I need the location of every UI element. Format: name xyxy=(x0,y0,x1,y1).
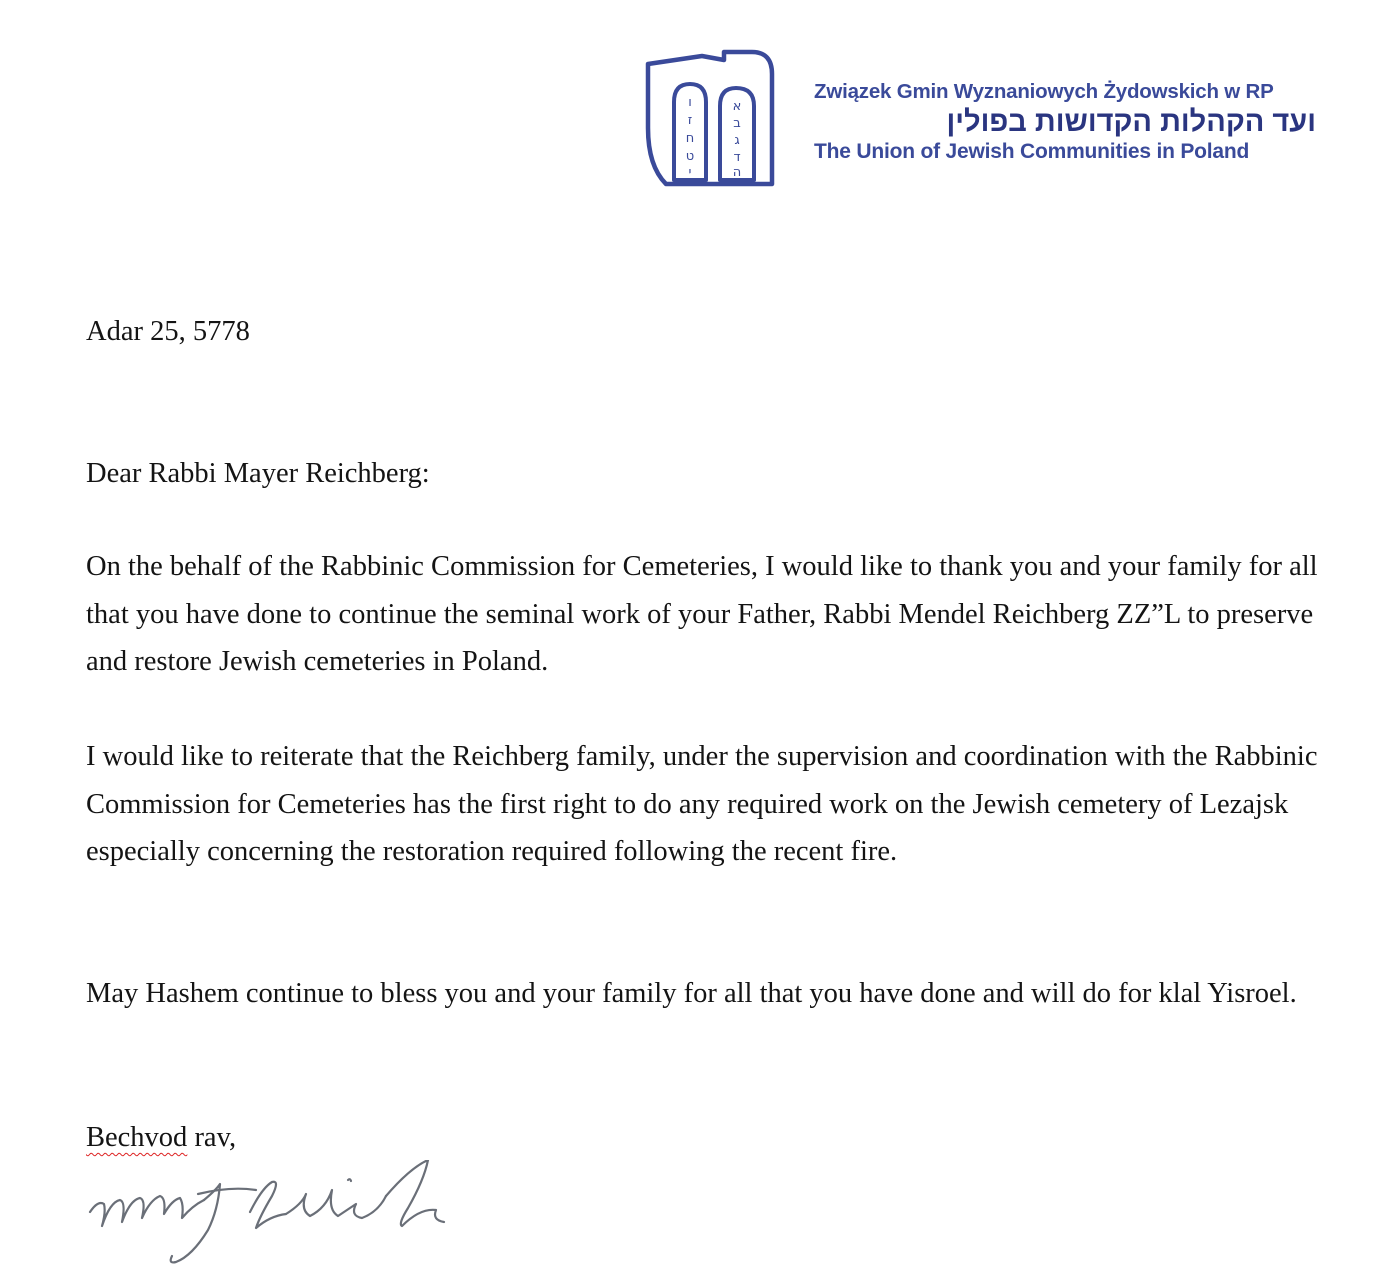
emblem-letter: ד xyxy=(733,150,741,165)
letter-date: Adar 25, 5778 xyxy=(86,316,250,347)
org-name-hebrew: ועד הקהלות הקדושות בפולין xyxy=(946,106,1316,138)
emblem-letter: ו xyxy=(688,95,692,110)
emblem-letter: ח xyxy=(685,131,695,146)
tablets-logo-icon xyxy=(640,48,785,193)
emblem-letter: ג xyxy=(734,133,740,148)
emblem-letter: ב xyxy=(733,116,741,131)
letter-paragraph: May Hashem continue to bless you and your family for all that you have done and will do for klal Yisroel. xyxy=(86,978,1297,1009)
emblem-letter: ז xyxy=(687,113,693,128)
letterhead xyxy=(640,48,1340,193)
emblem-letter: י xyxy=(688,165,692,180)
closing-word: Bechvod xyxy=(86,1122,188,1153)
emblem-letter: ה xyxy=(732,165,742,180)
letter-paragraph: I would like to reiterate that the Reichberg family, under the supervision and coordination with the Rabbinic Commission for Cemeteries has the first right to do any required work on the Jewish cemetery of Lezajsk especially concerning the restoration required following the recent fire. xyxy=(86,741,1318,867)
letter-salutation: Dear Rabbi Mayer Reichberg: xyxy=(86,458,430,489)
organization-names xyxy=(814,78,1324,166)
emblem-letter: ט xyxy=(685,149,695,164)
org-name-polish: Związek Gmin Wyznaniowych Żydowskich w RP xyxy=(814,80,1274,103)
handwritten-signature xyxy=(80,1160,550,1265)
letter-paragraph: On the behalf of the Rabbinic Commission for Cemeteries, I would like to thank you and your family for all that you have done to continue the seminal work of your Father, Rabbi Mendel Reichberg ZZ”L to preserve and restore Jewish cemeteries in Poland. xyxy=(86,551,1318,677)
org-name-english: The Union of Jewish Communities in Poland xyxy=(814,140,1250,163)
letter-closing xyxy=(86,1114,236,1161)
closing-rest: rav, xyxy=(187,1122,237,1153)
emblem-letter: א xyxy=(732,99,742,114)
